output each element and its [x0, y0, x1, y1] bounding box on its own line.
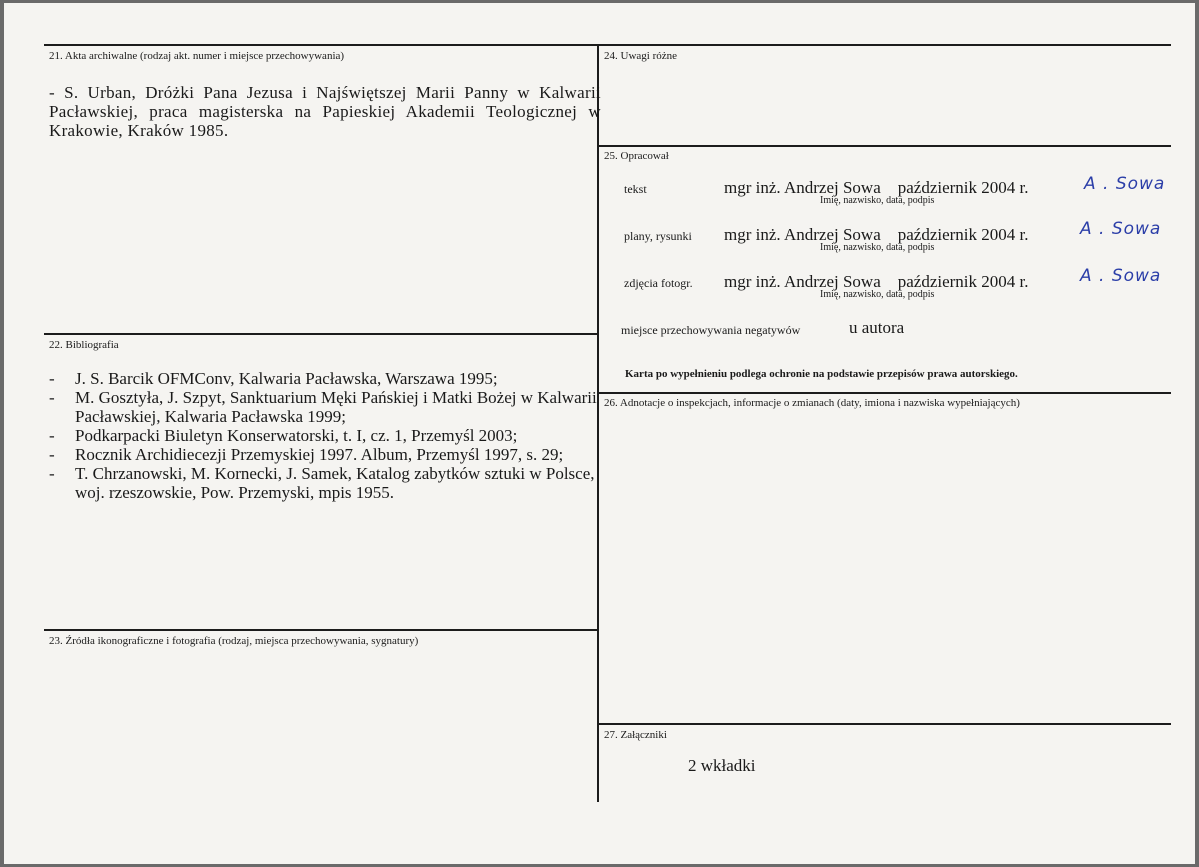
divider-21-22	[44, 333, 599, 335]
negatives-value: u autora	[849, 318, 905, 337]
bibliography-item: - Podkarpacki Biuletyn Konserwatorski, t. I, cz. 1, Przemyśl 2003;	[49, 426, 518, 445]
author-row-caption: tekst	[624, 182, 647, 196]
divider-24-25	[597, 145, 1171, 147]
section-26-label: 26. Adnotacje o inspekcjach, informacje o zmianach (daty, imiona i nazwiska wypełniających)	[604, 397, 1020, 409]
section-21-label: 21. Akta archiwalne (rodzaj akt. numer i miejsce przechowywania)	[49, 50, 345, 62]
bibliography-item: - M. Gosztyła, J. Szpyt, Sanktuarium Męki Pańskiej i Matki Bożej w Kalwarii Pacławskiej, Kalwaria Pacławska 1999;	[49, 388, 597, 426]
top-rule	[44, 44, 1171, 46]
section-27-label: 27. Załączniki	[604, 729, 667, 741]
copyright-note: Karta po wypełnieniu podlega ochronie na podstawie przepisów prawa autorskiego.	[625, 368, 1018, 380]
section-21-text: - S. Urban, Dróżki Pana Jezusa i Najświętszej Marii Panny w Kalwarii Pacławskiej, praca magisterska na Papieskiej Akademii Teologicznej w Krakowie, Kraków 1985.	[49, 83, 601, 140]
author-row-value: mgr inż. Andrzej Sowa październik 2004 r.	[724, 178, 1029, 197]
author-row-value: mgr inż. Andrzej Sowa październik 2004 r.	[724, 225, 1029, 244]
section-22-label: 22. Bibliografia	[49, 339, 119, 351]
divider-22-23	[44, 629, 599, 631]
divider-25-26	[597, 392, 1171, 394]
bibliography-item: - Rocznik Archidiecezji Przemyskiej 1997. Album, Przemyśl 1997, s. 29;	[49, 445, 564, 464]
author-row-sub: Imię, nazwisko, data, podpis	[820, 242, 935, 253]
section-23-label: 23. Źródła ikonograficzne i fotografia (rodzaj, miejsca przechowywania, sygnatury)	[49, 635, 419, 647]
divider-26-27	[597, 723, 1171, 725]
bibliography-list	[49, 369, 609, 502]
bibliography-item: - J. S. Barcik OFMConv, Kalwaria Pacławska, Warszawa 1995;	[49, 369, 498, 388]
section-24-label: 24. Uwagi różne	[604, 50, 678, 62]
negatives-label: miejsce przechowywania negatywów	[621, 323, 801, 337]
author-row-caption: plany, rysunki	[624, 229, 692, 243]
author-row-caption: zdjęcia fotogr.	[624, 276, 693, 290]
author-row-sub: Imię, nazwisko, data, podpis	[820, 195, 935, 206]
attachments-value: 2 wkładki	[688, 756, 756, 775]
author-row-sub: Imię, nazwisko, data, podpis	[820, 289, 935, 300]
record-card-sheet	[4, 3, 1195, 864]
signature: A . Sowa	[1084, 174, 1166, 194]
signature: A . Sowa	[1080, 266, 1162, 286]
bibliography-item: - T. Chrzanowski, M. Kornecki, J. Samek, Katalog zabytków sztuki w Polsce, woj. rzeszowskie, Pow. Przemyski, mpis 1955.	[49, 464, 595, 502]
signature: A . Sowa	[1080, 219, 1162, 239]
section-25-label: 25. Opracował	[604, 150, 669, 162]
author-row-value: mgr inż. Andrzej Sowa październik 2004 r.	[724, 272, 1029, 291]
